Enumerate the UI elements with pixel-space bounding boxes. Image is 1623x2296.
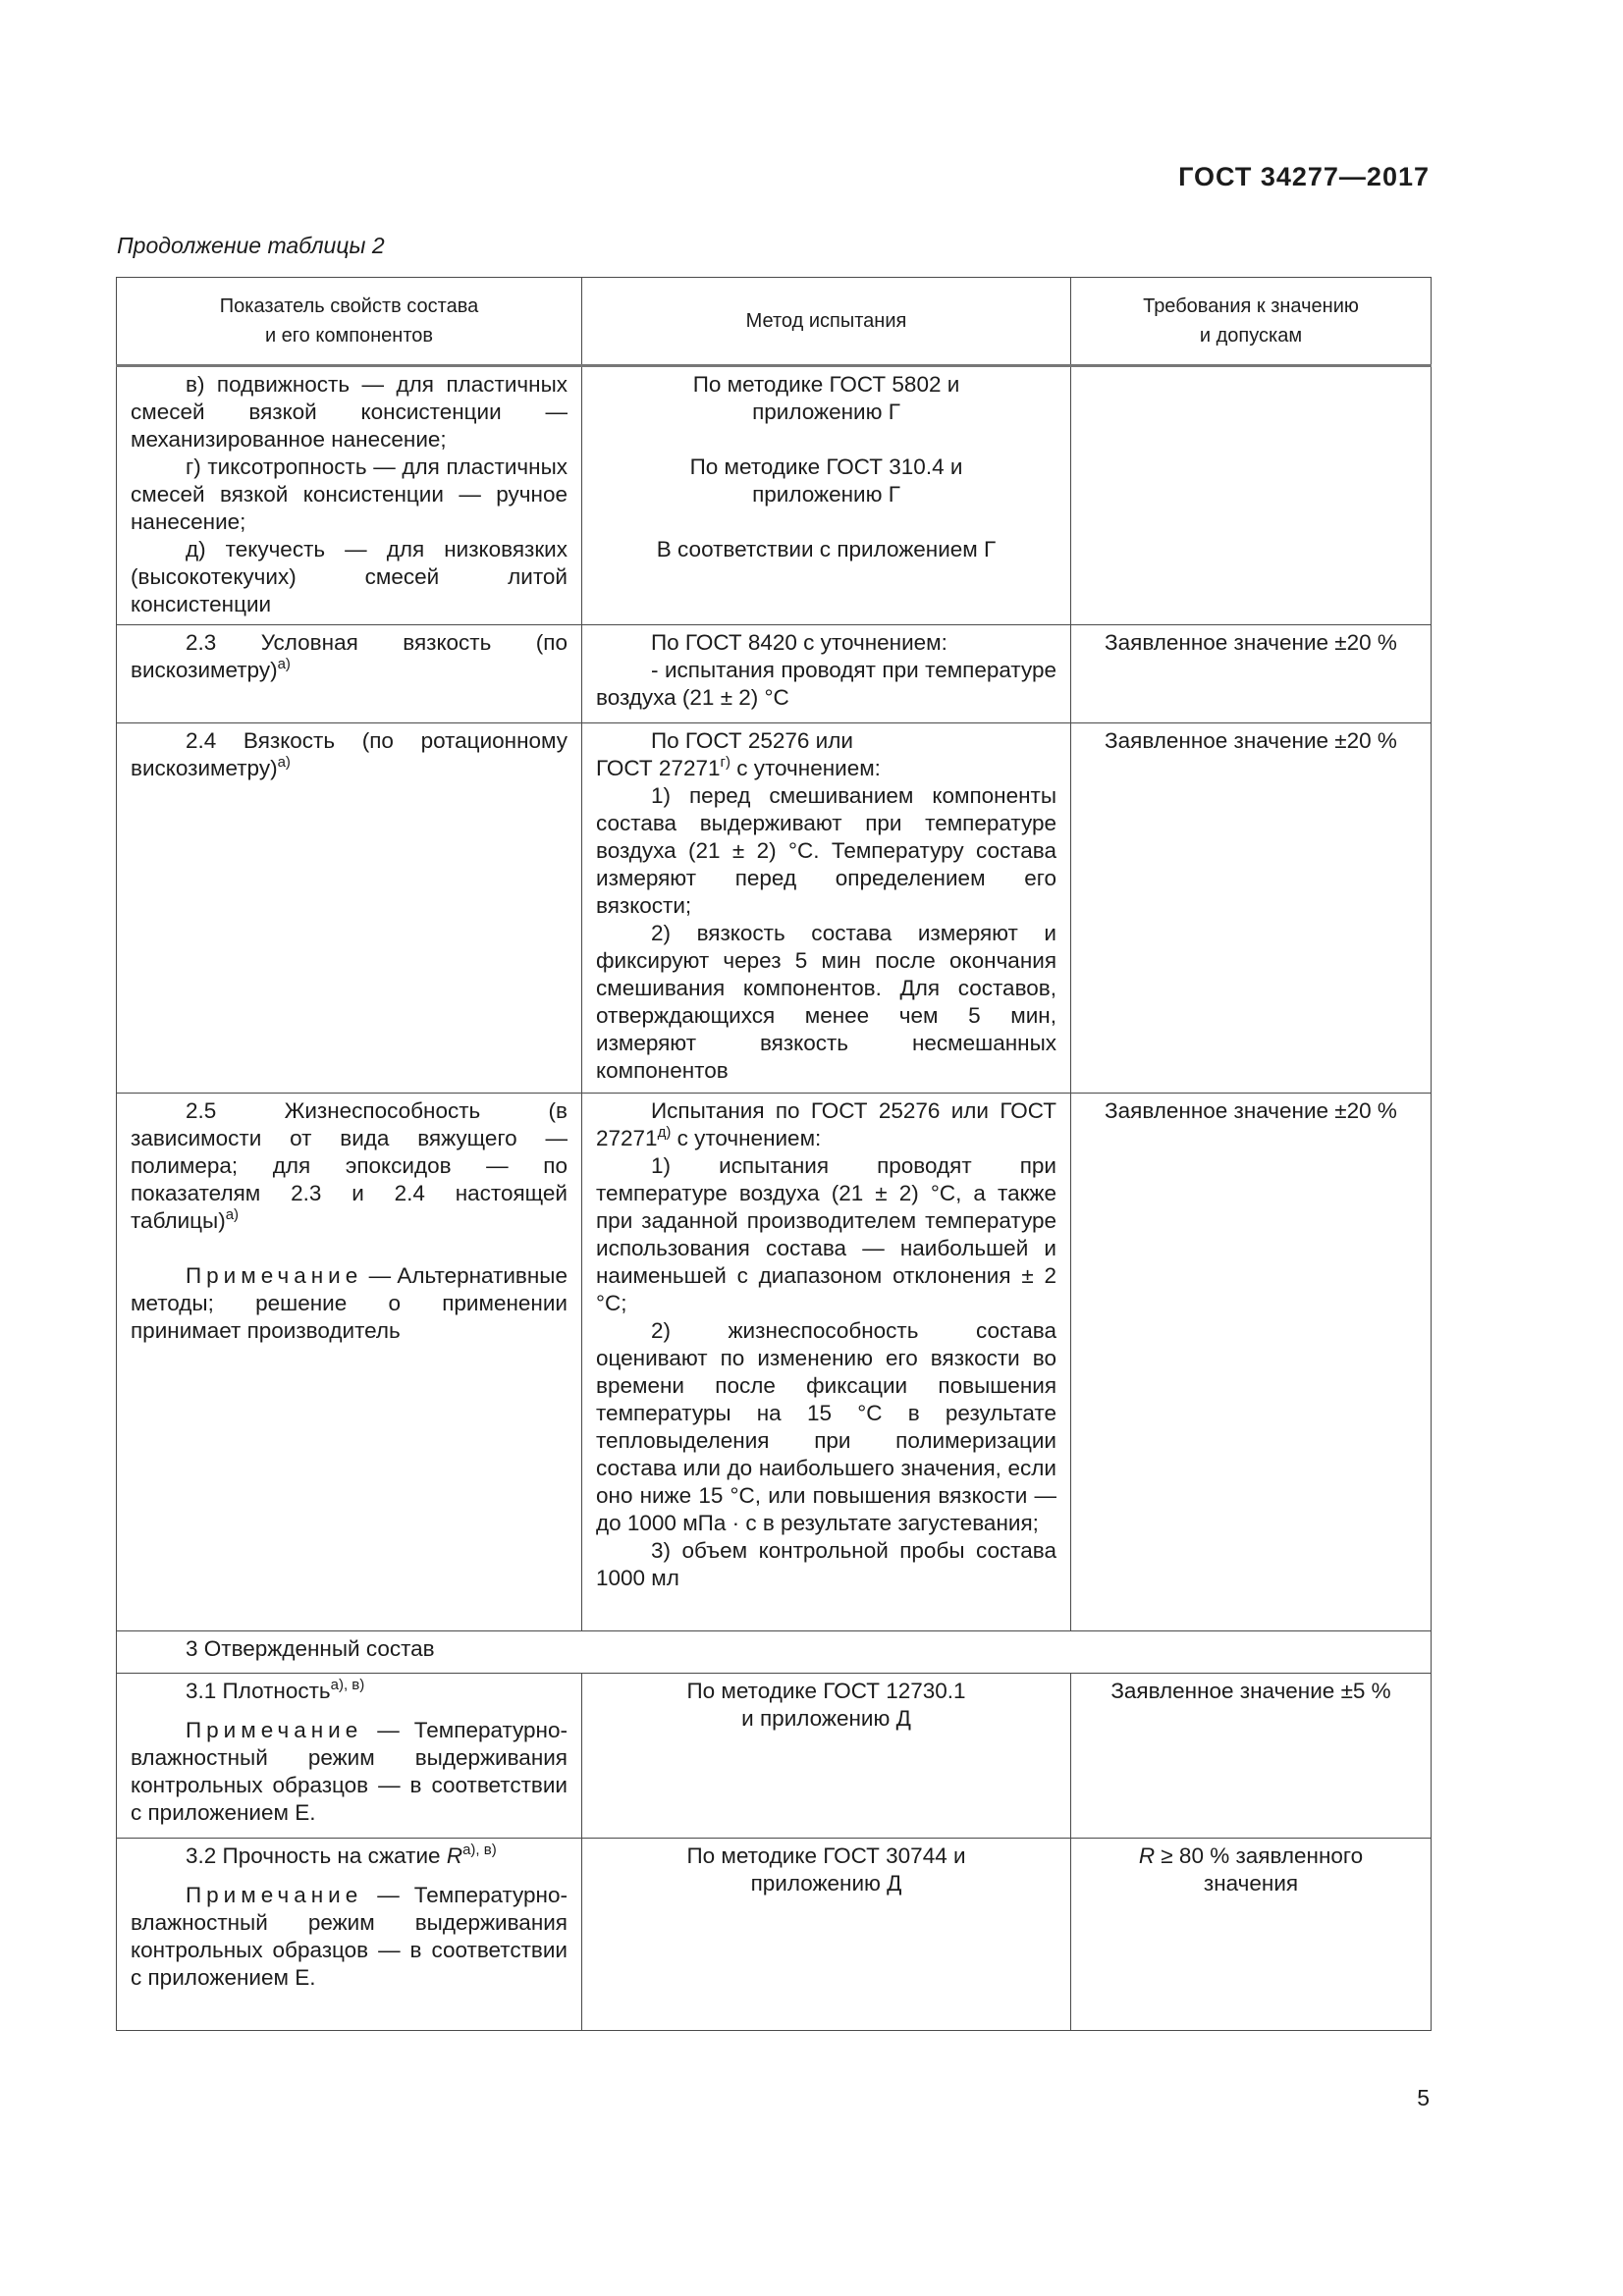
header-line: Показатель свойств состава: [219, 295, 479, 317]
note-text: [131, 1262, 568, 1345]
method-text: 2) вязкость состава измеряют и фиксируют через 5 мин после окончания смешивания компонентов. Для составов, отверждающихся менее чем 5 мин, измеряют вязкость несмешанных компонентов: [596, 921, 1056, 1083]
method-text: [596, 1097, 1056, 1152]
method-text: и приложению Д: [741, 1706, 911, 1731]
variable-r: R: [446, 1843, 463, 1868]
property-text: [131, 1097, 568, 1235]
method-text: приложению Г: [752, 400, 900, 424]
note-label: Примечание: [186, 1883, 363, 1907]
table-row: [117, 366, 1432, 625]
document-code: ГОСТ 34277—2017: [1178, 162, 1430, 191]
property-text: [131, 727, 568, 782]
footnote-ref: г): [720, 754, 730, 771]
column-header-requirements: [1071, 278, 1432, 366]
header-line: Требования к значению: [1143, 295, 1359, 317]
method-text: По методике ГОСТ 310.4 и: [689, 454, 963, 479]
section-row: [117, 1631, 1432, 1674]
header-line: и допускам: [1199, 325, 1303, 347]
property-label: 3.1 Плотность: [186, 1679, 331, 1703]
method-text: 3) объем контрольной пробы состава 1000 мл: [596, 1538, 1056, 1590]
requirement-text: [1085, 1842, 1417, 1870]
method-text: По ГОСТ 25276 или: [651, 728, 853, 753]
note-label: Примечание: [186, 1718, 363, 1742]
property-text: [131, 1678, 568, 1705]
footnote-ref: а), в): [330, 1677, 365, 1693]
property-text: [131, 1842, 568, 1870]
footnote-ref: а): [277, 656, 291, 672]
method-text: - испытания проводят при температуре воздуха (21 ± 2) °С: [596, 658, 1056, 710]
method-cell: [582, 723, 1071, 1094]
method-ref: ГОСТ 27271: [596, 756, 721, 780]
property-cell: [117, 723, 582, 1094]
table-caption: Продолжение таблицы 2: [117, 233, 385, 258]
method-text: По методике ГОСТ 5802 и: [692, 372, 960, 397]
table-row: [117, 723, 1432, 1094]
property-text: д) текучесть — для низковязких (высокотекучих) смесей литой консистенции: [131, 537, 568, 616]
requirement-cell: Заявленное значение ±20 %: [1071, 723, 1432, 1094]
note-text: [131, 1717, 568, 1827]
footnote-ref: а), в): [462, 1842, 497, 1858]
property-text: [131, 629, 568, 684]
property-cell: [117, 366, 582, 625]
method-text: приложению Д: [750, 1871, 902, 1896]
table-row: [117, 1094, 1432, 1631]
method-ref: Испытания по ГОСТ 25276 или ГОСТ 27271: [596, 1098, 1056, 1150]
method-text: [596, 755, 1056, 782]
footnote-ref: д): [657, 1124, 672, 1141]
property-label: 2.3 Условная вязкость (по вискозиметру): [131, 630, 568, 682]
note-body: — Температурно-влажностный режим выдерживания контрольных образцов — в соответствии с приложением Е.: [131, 1883, 568, 1990]
table-row: [117, 1674, 1432, 1839]
method-cell: [582, 1094, 1071, 1631]
method-text: По ГОСТ 8420 с уточнением:: [651, 630, 947, 655]
note-label: Примечание: [186, 1263, 363, 1288]
header-line: и его компонентов: [264, 325, 434, 347]
method-text: В соответствии с приложением Г: [656, 537, 997, 561]
property-text: г) тиксотропность — для пластичных смесей вязкой консистенции — ручное нанесение;: [131, 454, 568, 534]
requirement-cell: Заявленное значение ±20 %: [1071, 1094, 1432, 1631]
property-text: в) подвижность — для пластичных смесей вязкой консистенции — механизированное нанесение;: [131, 372, 568, 452]
table-row: [117, 625, 1432, 723]
properties-table: [116, 277, 1432, 2031]
footnote-ref: а): [277, 754, 291, 771]
method-ref-tail: с уточнением:: [730, 756, 881, 780]
table-header-row: [117, 278, 1432, 366]
header-line: Метод испытания: [745, 310, 907, 332]
property-cell: [117, 1839, 582, 2031]
method-cell: [582, 366, 1071, 625]
page-number: 5: [1417, 2085, 1430, 2110]
requirement-text: значения: [1203, 1871, 1299, 1896]
requirement-cell: Заявленное значение ±5 %: [1071, 1674, 1432, 1839]
property-label: 3.2 Прочность на сжатие: [186, 1843, 447, 1868]
method-cell: [582, 1839, 1071, 2031]
variable-r: R: [1138, 1843, 1156, 1868]
property-cell: [117, 625, 582, 723]
method-text: 1) испытания проводят при температуре воздуха (21 ± 2) °С, а также при заданной производителем температуре использования состава — наибольшей и наименьшей с диапазоном отклонения ± 2 °С;: [596, 1153, 1056, 1315]
method-text: По методике ГОСТ 12730.1: [686, 1679, 966, 1703]
method-text: По методике ГОСТ 30744 и: [686, 1843, 966, 1868]
method-text: приложению Г: [752, 482, 900, 507]
table-row: [117, 1839, 1432, 2031]
column-header-method: [582, 278, 1071, 366]
note-text: [131, 1882, 568, 1992]
requirement-value: ≥ 80 % заявленного: [1155, 1843, 1364, 1868]
property-label: 2.5 Жизнеспособность (в зависимости от вида вяжущего — полимера; для эпоксидов — по показателям 2.3 и 2.4 настоящей таблицы): [131, 1098, 568, 1233]
requirement-cell: Заявленное значение ±20 %: [1071, 625, 1432, 723]
note-body: — Альтернативные методы; решение о применении принимает производитель: [131, 1263, 568, 1343]
section-title: 3 Отвержденный состав: [186, 1636, 435, 1661]
property-cell: [117, 1674, 582, 1839]
method-text: 1) перед смешиванием компоненты состава выдерживают при температуре воздуха (21 ± 2) °С. Температуру состава измеряют перед определением его вязкости;: [596, 783, 1056, 918]
property-label: 2.4 Вязкость (по ротационному вискозиметру): [131, 728, 568, 780]
method-text: 2) жизнеспособность состава оценивают по изменению его вязкости во времени после фиксации повышения температуры на 15 °С в результате тепловыделения при полимеризации состава или до наибольшего значения, если оно ниже 15 °С, или повышения вязкости — до 1000 мПа · с в результате загустевания;: [596, 1318, 1056, 1535]
method-cell: [582, 625, 1071, 723]
requirement-cell: [1071, 1839, 1432, 2031]
section-heading: [117, 1631, 1432, 1674]
method-ref-tail: с уточнением:: [671, 1126, 822, 1150]
requirement-cell: [1071, 366, 1432, 625]
footnote-ref: а): [225, 1206, 240, 1223]
property-cell: [117, 1094, 582, 1631]
method-cell: [582, 1674, 1071, 1839]
column-header-property: [117, 278, 582, 366]
note-body: — Температурно-влажностный режим выдерживания контрольных образцов — в соответствии с приложением Е.: [131, 1718, 568, 1825]
